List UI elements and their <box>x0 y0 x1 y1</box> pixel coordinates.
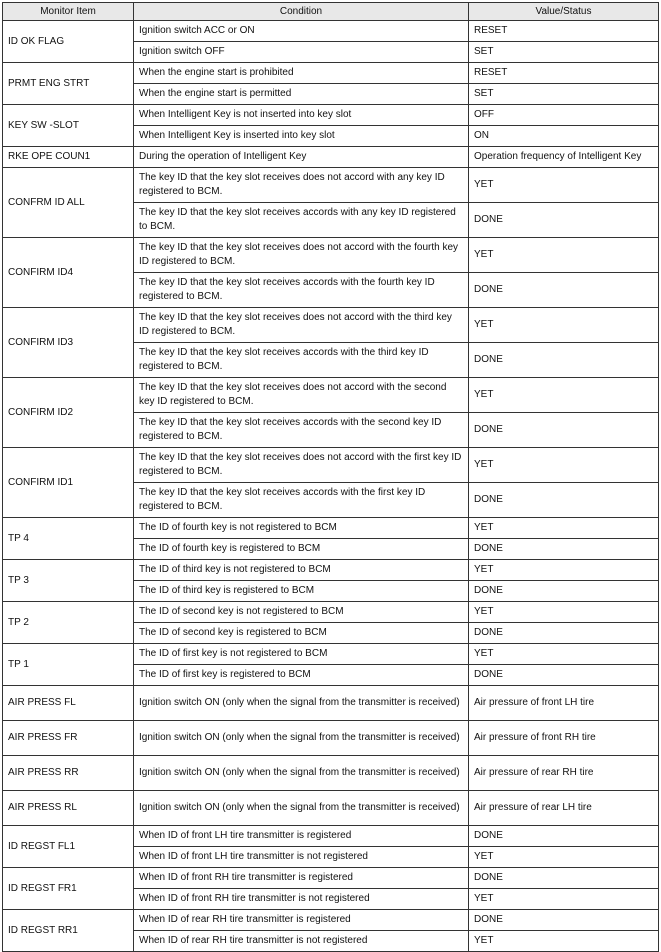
value-status-cell: YET <box>469 560 659 581</box>
value-status-cell: YET <box>469 889 659 910</box>
value-status-cell: YET <box>469 644 659 665</box>
monitor-item-cell: CONFIRM ID1 <box>3 448 134 518</box>
condition-cell: When ID of rear RH tire transmitter is not registered <box>134 931 469 952</box>
condition-cell: The key ID that the key slot receives accords with the first key ID registered to BCM. <box>134 483 469 518</box>
condition-cell: The ID of first key is registered to BCM <box>134 665 469 686</box>
condition-cell: Ignition switch ON (only when the signal from the transmitter is received) <box>134 756 469 791</box>
condition-cell: The key ID that the key slot receives does not accord with the third key ID registered to BCM. <box>134 308 469 343</box>
table-row <box>3 518 659 539</box>
table-row <box>3 238 659 273</box>
value-status-cell: YET <box>469 931 659 952</box>
value-status-cell: Air pressure of rear RH tire <box>469 756 659 791</box>
condition-cell: The ID of fourth key is not registered to BCM <box>134 518 469 539</box>
header-value-status: Value/Status <box>469 3 659 21</box>
condition-cell: Ignition switch ON (only when the signal from the transmitter is received) <box>134 791 469 826</box>
monitor-item-cell: AIR PRESS RL <box>3 791 134 826</box>
value-status-cell: SET <box>469 84 659 105</box>
condition-cell: Ignition switch OFF <box>134 42 469 63</box>
condition-cell: Ignition switch ON (only when the signal from the transmitter is received) <box>134 721 469 756</box>
value-status-cell: DONE <box>469 623 659 644</box>
condition-cell: Ignition switch ACC or ON <box>134 21 469 42</box>
condition-cell: The ID of third key is not registered to BCM <box>134 560 469 581</box>
condition-cell: The key ID that the key slot receives accords with the second key ID registered to BCM. <box>134 413 469 448</box>
table-row <box>3 21 659 42</box>
condition-cell: The ID of fourth key is registered to BCM <box>134 539 469 560</box>
table-row <box>3 168 659 203</box>
table-row <box>3 791 659 826</box>
condition-cell: When ID of front RH tire transmitter is not registered <box>134 889 469 910</box>
value-status-cell: RESET <box>469 21 659 42</box>
table-row <box>3 644 659 665</box>
condition-cell: The key ID that the key slot receives accords with any key ID registered to BCM. <box>134 203 469 238</box>
value-status-cell: DONE <box>469 665 659 686</box>
monitor-item-cell: AIR PRESS FL <box>3 686 134 721</box>
monitor-item-table <box>2 2 659 952</box>
table-row <box>3 63 659 84</box>
value-status-cell: YET <box>469 168 659 203</box>
condition-cell: The key ID that the key slot receives accords with the third key ID registered to BCM. <box>134 343 469 378</box>
value-status-cell: DONE <box>469 413 659 448</box>
table-row <box>3 560 659 581</box>
value-status-cell: Air pressure of front LH tire <box>469 686 659 721</box>
condition-cell: The ID of first key is not registered to BCM <box>134 644 469 665</box>
condition-cell: The key ID that the key slot receives does not accord with the first key ID registered to BCM. <box>134 448 469 483</box>
monitor-item-cell: TP 4 <box>3 518 134 560</box>
table-row <box>3 147 659 168</box>
monitor-item-cell: ID OK FLAG <box>3 21 134 63</box>
table-row <box>3 308 659 343</box>
condition-cell: The ID of second key is not registered to BCM <box>134 602 469 623</box>
monitor-item-cell: TP 2 <box>3 602 134 644</box>
monitor-item-cell: PRMT ENG STRT <box>3 63 134 105</box>
condition-cell: The key ID that the key slot receives accords with the fourth key ID registered to BCM. <box>134 273 469 308</box>
monitor-item-cell: RKE OPE COUN1 <box>3 147 134 168</box>
value-status-cell: SET <box>469 42 659 63</box>
value-status-cell: DONE <box>469 910 659 931</box>
value-status-cell: YET <box>469 308 659 343</box>
monitor-item-cell: TP 1 <box>3 644 134 686</box>
table-row <box>3 105 659 126</box>
value-status-cell: DONE <box>469 868 659 889</box>
table-row <box>3 910 659 931</box>
value-status-cell: YET <box>469 602 659 623</box>
value-status-cell: DONE <box>469 483 659 518</box>
monitor-item-cell: ID REGST RR1 <box>3 910 134 952</box>
condition-cell: When the engine start is permitted <box>134 84 469 105</box>
condition-cell: When ID of rear RH tire transmitter is registered <box>134 910 469 931</box>
condition-cell: The key ID that the key slot receives does not accord with any key ID registered to BCM. <box>134 168 469 203</box>
condition-cell: When ID of front RH tire transmitter is registered <box>134 868 469 889</box>
monitor-item-cell: AIR PRESS RR <box>3 756 134 791</box>
condition-cell: The key ID that the key slot receives does not accord with the fourth key ID registered to BCM. <box>134 238 469 273</box>
table-row <box>3 378 659 413</box>
value-status-cell: YET <box>469 378 659 413</box>
condition-cell: The ID of second key is registered to BCM <box>134 623 469 644</box>
value-status-cell: RESET <box>469 63 659 84</box>
table-row <box>3 448 659 483</box>
value-status-cell: Air pressure of front RH tire <box>469 721 659 756</box>
value-status-cell: ON <box>469 126 659 147</box>
condition-cell: The key ID that the key slot receives does not accord with the second key ID registered to BCM. <box>134 378 469 413</box>
condition-cell: Ignition switch ON (only when the signal from the transmitter is received) <box>134 686 469 721</box>
monitor-item-cell: ID REGST FL1 <box>3 826 134 868</box>
value-status-cell: DONE <box>469 273 659 308</box>
condition-cell: When Intelligent Key is inserted into key slot <box>134 126 469 147</box>
monitor-item-cell: CONFIRM ID4 <box>3 238 134 308</box>
table-row <box>3 686 659 721</box>
monitor-item-cell: CONFRM ID ALL <box>3 168 134 238</box>
monitor-item-cell: CONFIRM ID3 <box>3 308 134 378</box>
value-status-cell: DONE <box>469 826 659 847</box>
monitor-item-cell: CONFIRM ID2 <box>3 378 134 448</box>
value-status-cell: DONE <box>469 581 659 602</box>
value-status-cell: YET <box>469 518 659 539</box>
value-status-cell: OFF <box>469 105 659 126</box>
condition-cell: The ID of third key is registered to BCM <box>134 581 469 602</box>
value-status-cell: Air pressure of rear LH tire <box>469 791 659 826</box>
table-row <box>3 826 659 847</box>
monitor-item-cell: TP 3 <box>3 560 134 602</box>
header-row <box>3 3 659 21</box>
table-header <box>3 3 659 21</box>
header-monitor-item: Monitor Item <box>3 3 134 21</box>
table-row <box>3 602 659 623</box>
condition-cell: When ID of front LH tire transmitter is registered <box>134 826 469 847</box>
table-row <box>3 868 659 889</box>
value-status-cell: DONE <box>469 539 659 560</box>
monitor-item-cell: AIR PRESS FR <box>3 721 134 756</box>
condition-cell: When Intelligent Key is not inserted into key slot <box>134 105 469 126</box>
header-condition: Condition <box>134 3 469 21</box>
value-status-cell: YET <box>469 238 659 273</box>
table-row <box>3 756 659 791</box>
condition-cell: When the engine start is prohibited <box>134 63 469 84</box>
table-body <box>3 21 659 952</box>
condition-cell: When ID of front LH tire transmitter is not registered <box>134 847 469 868</box>
monitor-item-cell: KEY SW -SLOT <box>3 105 134 147</box>
value-status-cell: YET <box>469 847 659 868</box>
condition-cell: During the operation of Intelligent Key <box>134 147 469 168</box>
monitor-item-cell: ID REGST FR1 <box>3 868 134 910</box>
value-status-cell: DONE <box>469 203 659 238</box>
value-status-cell: YET <box>469 448 659 483</box>
table-row <box>3 721 659 756</box>
value-status-cell: DONE <box>469 343 659 378</box>
value-status-cell: Operation frequency of Intelligent Key <box>469 147 659 168</box>
